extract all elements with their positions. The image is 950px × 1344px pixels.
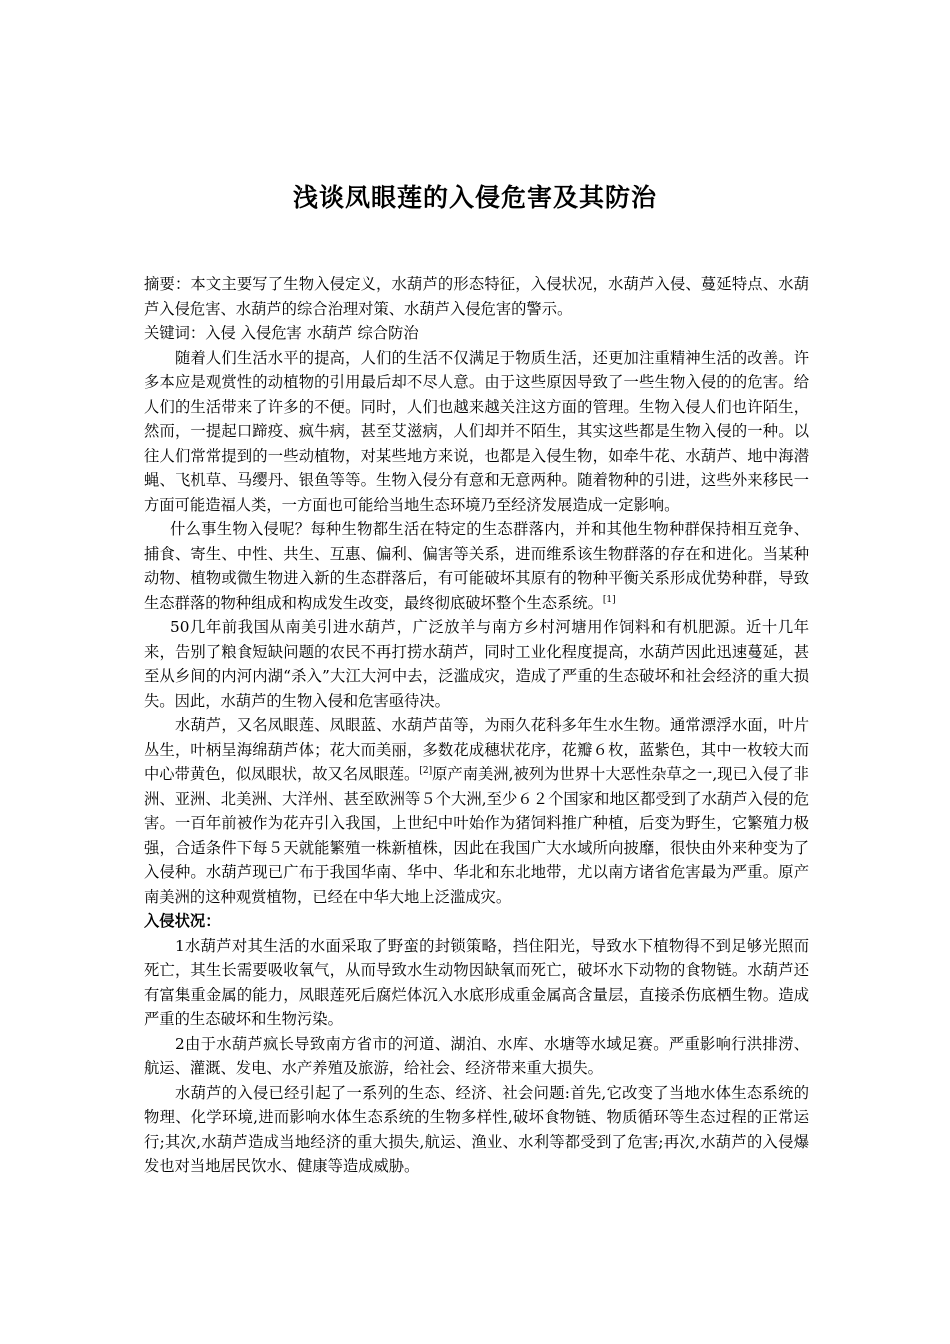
paragraph-invasion-summary: 水葫芦的入侵已经引起了一系列的生态、经济、社会问题:首先,它改变了当地水体生态系统的物理、化学环境,进而影响水体生态系统的生物多样性,破坏食物链、物质循环等生态过程的正常运行;其次,水葫芦造成当地经济的重大损失,航运、渔业、水利等都受到了危害;再次,水葫芦的入侵爆发也对当地居民饮水、健康等造成威胁。: [144, 1083, 809, 1175]
abstract: 摘要：本文主要写了生物入侵定义，水葫芦的形态特征，入侵状况，水葫芦入侵、蔓延特点、水葫芦入侵危害、水葫芦的综合治理对策、水葫芦入侵危害的警示。: [144, 275, 809, 318]
paragraph-history: 50几年前我国从南美引进水葫芦，广泛放羊与南方乡村河塘用作饲料和有机肥源。近十几年来，告别了粮食短缺问题的农民不再打捞水葫芦，同时工业化程度提高，水葫芦因此迅速蔓延，甚至从乡间的内河内湖“杀入”大江大河中去，泛滥成灾，造成了严重的生态破坏和社会经济的重大损失。因此，水葫芦的生物入侵和危害亟待决。: [144, 618, 809, 710]
paragraph-description: [144, 713, 809, 909]
paragraph-description-text-b: 原产南美洲,被列为世界十大恶性杂草之一,现已入侵了非洲、亚洲、北美洲、大洋州、甚至欧洲等５个大洲,至少６２个国家和地区都受到了水葫芦入侵的危害。一百年前被作为花卉引入我国，上世纪中叶始作为猪饲料推广种植，后变为野生，它繁殖力极强，合适条件下每５天就能繁殖一株新植株，因此在我国广大水域所向披靡，很快由外来种变为了入侵种。水葫芦现已广布于我国华南、华中、华北和东北地带，尤以南方诸省危害最为严重。原产南美洲的这种观赏植物，已经在中华大地上泛滥成灾。: [144, 765, 809, 906]
document-body: [144, 272, 809, 1179]
paragraph-invasion-2: 2由于水葫芦疯长导致南方省市的河道、湖泊、水库、水塘等水域足赛。严重影响行洪排涝、航运、灌溉、发电、水产养殖及旅游，给社会、经济带来重大损失。: [144, 1034, 809, 1077]
citation-ref: [2]: [419, 766, 433, 776]
paragraph-description-text-a: 水葫芦，又名凤眼莲、凤眼蓝、水葫芦苗等，为雨久花科多年生水生物。通常漂浮水面，叶片丛生，叶柄呈海绵葫芦体；花大而美丽，多数花成穗状花序，花瓣６枚，蓝紫色，其中一枚较大而中心带黄色，似凤眼状，故又名凤眼莲。: [144, 716, 809, 783]
paragraph-definition-text: 什么事生物入侵呢？每种生物都生活在特定的生态群落内，并和其他生物种群保持相互竞争、捕食、寄生、中性、共生、互惠、偏利、偏害等关系，进而维系该生物群落的存在和进化。当某种动物、植物或微生物进入新的生态群落后，有可能破坏其原有的物种平衡关系形成优势种群，导致生态群落的物种组成和构成发生改变，最终彻底破坏整个生态系统。: [144, 520, 809, 612]
paragraph-intro: 随着人们生活水平的提高，人们的生活不仅满足于物质生活，还更加注重精神生活的改善。许多本应是观赏性的动植物的引用最后却不尽人意。由于这些原因导致了一些生物入侵的的危害。给人们的生活带来了许多的不便。同时，人们也越来越关注这方面的管理。生物入侵人们也许陌生，然而，一提起口蹄疫、疯牛病，甚至艾滋病，人们却并不陌生，其实这些都是生物入侵的一种。以往人们常常提到的一些动植物，对某些地方来说，也都是入侵生物，如牵牛花、水葫芦、地中海潜蝇、飞机草、马缨丹、银鱼等等。生物入侵分有意和无意两种。随着物种的引进，这些外来移民一方面可能造福人类，一方面也可能给当地生态环境乃至经济发展造成一定影响。: [144, 348, 809, 514]
paragraph-definition: [144, 517, 809, 615]
document-title: 浅谈凤眼莲的入侵危害及其防治: [292, 183, 657, 212]
section-heading-invasion: 入侵状况：: [144, 912, 221, 930]
citation-ref: [1]: [602, 594, 616, 605]
paragraph-invasion-1: 1水葫芦对其生活的水面采取了野蛮的封锁策略，挡住阳光，导致水下植物得不到足够光照而死亡，其生长需要吸收氧气，从而导致水生动物因缺氧而死亡，破坏水下动物的食物链。水葫芦还有富集重金属的能力，凤眼莲死后腐烂体沉入水底形成重金属高含量层，直接杀伤底栖生物。造成严重的生态破坏和生物污染。: [144, 936, 809, 1028]
keywords: 关键词：入侵 入侵危害 水葫芦 综合防治: [144, 324, 419, 342]
